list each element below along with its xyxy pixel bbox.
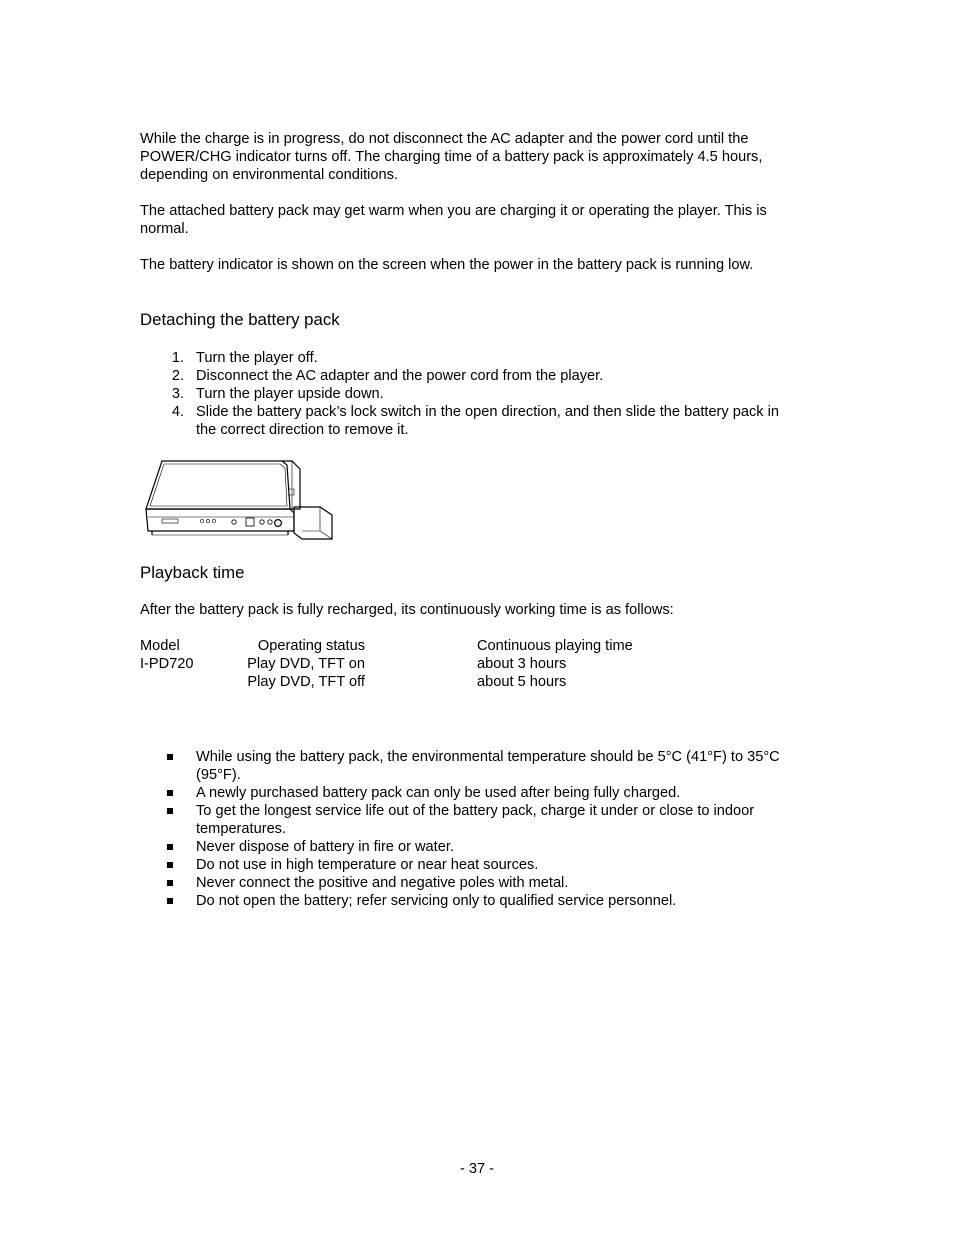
cell-model: I-PD720 — [140, 656, 194, 672]
list-item — [140, 838, 790, 856]
list-item — [140, 349, 790, 367]
battery-pack-illustration — [142, 459, 336, 543]
bullet-icon — [167, 808, 173, 814]
table-row — [140, 673, 700, 691]
header-operating-status: Operating status — [257, 638, 365, 654]
header-playing-time: Continuous playing time — [477, 638, 633, 654]
bullet-icon — [167, 754, 173, 760]
bullet-icon — [167, 862, 173, 868]
cell-playing-time: about 3 hours — [477, 656, 567, 672]
detaching-steps-list — [140, 349, 790, 439]
battery-notes-list — [140, 748, 790, 910]
list-item — [140, 892, 790, 910]
battery-warm-paragraph: The attached battery pack may get warm when you are charging it or operating the player. This is normal. — [140, 203, 767, 237]
list-item — [140, 367, 790, 385]
list-item — [140, 874, 790, 892]
list-item — [140, 784, 790, 802]
step-number: 2. — [171, 368, 184, 384]
step-number: 1. — [171, 350, 184, 366]
step-text: Turn the player off. — [196, 350, 318, 366]
charge-progress-paragraph: While the charge is in progress, do not disconnect the AC adapter and the power cord until the POWER/CHG indicator turns off. The charging time of a battery pack is approximately 4.5 hours, depending on environmental conditions. — [140, 131, 763, 183]
list-item — [140, 748, 790, 784]
step-number: 3. — [171, 386, 184, 402]
step-text: Turn the player upside down. — [196, 386, 384, 402]
list-item — [140, 403, 790, 439]
note-text: Never dispose of battery in fire or water. — [196, 839, 454, 855]
bullet-icon — [167, 844, 173, 850]
page-number: - 37 - — [459, 1161, 495, 1177]
table-header-row — [140, 637, 700, 655]
battery-indicator-paragraph: The battery indicator is shown on the screen when the power in the battery pack is running low. — [140, 257, 754, 273]
note-text: Do not use in high temperature or near heat sources. — [196, 857, 539, 873]
step-text: Disconnect the AC adapter and the power cord from the player. — [196, 368, 604, 384]
header-model: Model — [140, 638, 180, 654]
bullet-icon — [167, 880, 173, 886]
cell-playing-time: about 5 hours — [477, 674, 567, 690]
playback-time-table — [140, 637, 700, 691]
playback-time-heading: Playback time — [140, 563, 245, 582]
list-item — [140, 385, 790, 403]
note-text: To get the longest service life out of the battery pack, charge it under or close to indoor temperatures. — [196, 803, 755, 837]
list-item — [140, 802, 790, 838]
cell-operating-status: Play DVD, TFT on — [247, 656, 365, 672]
table-row — [140, 655, 700, 673]
cell-operating-status: Play DVD, TFT off — [247, 674, 365, 690]
step-number: 4. — [171, 404, 184, 420]
detaching-heading: Detaching the battery pack — [140, 310, 340, 329]
note-text: While using the battery pack, the environmental temperature should be 5°C (41°F) to 35°C (95°F). — [196, 749, 780, 783]
note-text: A newly purchased battery pack can only be used after being fully charged. — [196, 785, 681, 801]
step-text: Slide the battery pack’s lock switch in the open direction, and then slide the battery pack in the correct direction to remove it. — [196, 404, 780, 438]
bullet-icon — [167, 790, 173, 796]
playback-intro-paragraph: After the battery pack is fully recharged, its continuously working time is as follows: — [140, 602, 674, 618]
bullet-icon — [167, 898, 173, 904]
note-text: Never connect the positive and negative poles with metal. — [196, 875, 569, 891]
list-item — [140, 856, 790, 874]
note-text: Do not open the battery; refer servicing only to qualified service personnel. — [196, 893, 677, 909]
